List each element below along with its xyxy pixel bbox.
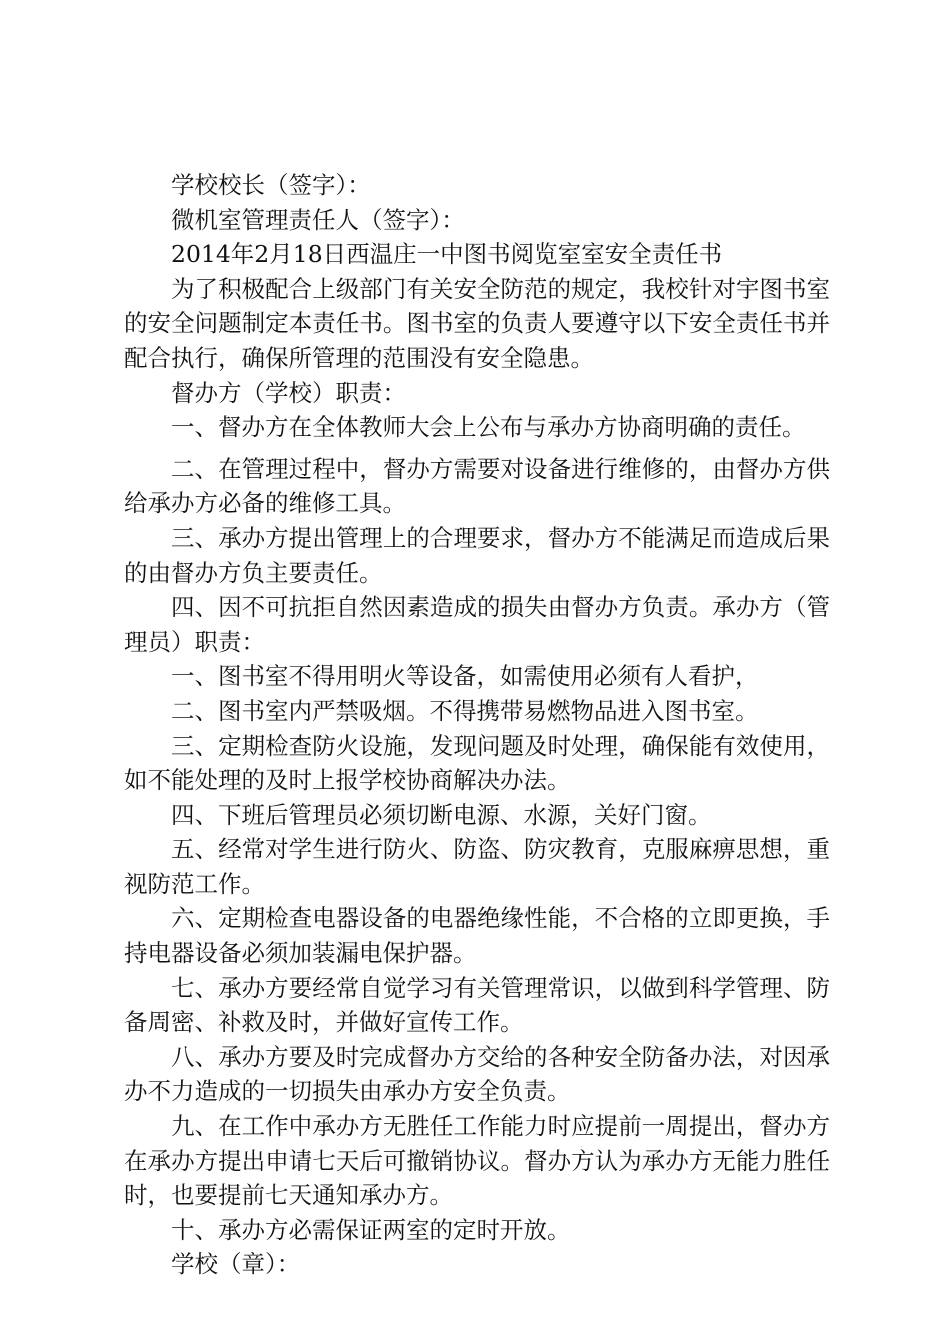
computer-room-manager-signature-line: 微机室管理责任人（签字）： <box>171 205 465 234</box>
manager-duty-1: 一、图书室不得用明火等设备，如需使用必须有人看护， <box>171 662 759 691</box>
manager-duty-2: 二、图书室内严禁吸烟。不得携带易燃物品进入图书室。 <box>171 696 759 725</box>
intro-paragraph: 为了积极配合上级部门有关安全防范的规定，我校针对宇图书室的安全问题制定本责任书。图书室的负责人要遵守以下安全责任书并配合执行，确保所管理的范围没有安全隐患。 <box>124 274 830 372</box>
supervisor-duty-4-and-manager-heading: 四、因不可抗拒自然因素造成的损失由督办方负责。承办方（管理员）职责： <box>124 593 830 656</box>
manager-duty-8: 八、承办方要及时完成督办方交给的各种安全防备办法，对因承办不力造成的一切损失由承办方安全负责。 <box>124 1042 830 1106</box>
manager-duty-6: 六、定期检查电器设备的电器绝缘性能，不合格的立即更换，手持电器设备必须加装漏电保护器。 <box>124 904 830 968</box>
document-body <box>124 168 830 1282</box>
manager-duty-7: 七、承办方要经常自觉学习有关管理常识，以做到科学管理、防备周密、补救及时，并做好宣传工作。 <box>124 973 830 1037</box>
supervisor-duty-1: 一、督办方在全体教师大会上公布与承办方协商明确的责任。 <box>171 413 806 442</box>
manager-duty-5: 五、经常对学生进行防火、防盗、防灾教育，克服麻痹思想，重视防范工作。 <box>124 835 830 898</box>
supervisor-duty-3: 三、承办方提出管理上的合理要求，督办方不能满足而造成后果的由督办方负主要责任。 <box>124 523 830 587</box>
supervisor-duties-heading: 督办方（学校）职责： <box>171 378 406 407</box>
principal-signature-line: 学校校长（签字）： <box>171 171 371 199</box>
supervisor-duty-2: 二、在管理过程中，督办方需要对设备进行维修的，由督办方供给承办方必备的维修工具。 <box>124 454 830 518</box>
document-title-line: 2014年2月18日西温庄一中图书阅览室室安全责任书 <box>171 240 723 269</box>
manager-duty-4: 四、下班后管理员必须切断电源、水源，关好门窗。 <box>171 800 712 829</box>
manager-duty-10: 十、承办方必需保证两室的定时开放。 <box>171 1215 571 1244</box>
school-seal-line: 学校（章）： <box>171 1250 301 1279</box>
manager-duty-3: 三、定期检查防火设施，发现问题及时处理，确保能有效使用，如不能处理的及时上报学校协商解决办法。 <box>124 731 830 795</box>
manager-duty-9: 九、在工作中承办方无胜任工作能力时应提前一周提出，督办方在承办方提出申请七天后可撤销协议。督办方认为承办方无能力胜任时，也要提前七天通知承办方。 <box>124 1112 830 1210</box>
